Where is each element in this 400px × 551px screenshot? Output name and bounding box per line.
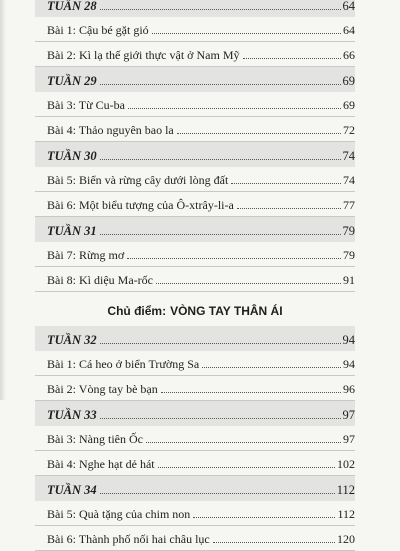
page-number: 91 <box>343 273 355 287</box>
lesson-label: Bài 8: Kì diệu Ma-rốc <box>47 273 153 287</box>
page-number: 112 <box>337 507 355 521</box>
page-number: 77 <box>343 198 355 212</box>
dot-leader <box>100 159 341 160</box>
lesson-label: Bài 4: Thảo nguyên bao la <box>47 123 174 137</box>
lesson-label: Bài 2: Kì lạ thế giới thực vật ở Nam Mỹ <box>47 48 240 62</box>
page-number: 102 <box>337 457 355 471</box>
toc-week-row <box>35 326 355 351</box>
dot-leader <box>100 343 341 344</box>
page-number: 66 <box>343 48 355 62</box>
page-gutter-shadow <box>0 0 6 400</box>
page-number: 97 <box>342 408 355 422</box>
toc-lesson-row <box>35 426 355 451</box>
dot-leader <box>100 493 335 494</box>
toc-lesson-row <box>35 526 355 551</box>
week-label: TUẦN 30 <box>47 149 97 163</box>
toc-lesson-row <box>35 167 355 192</box>
page-number: 120 <box>337 532 355 546</box>
lesson-label: Bài 6: Thành phố nối hai châu lục <box>47 532 210 546</box>
week-label: TUẦN 29 <box>47 74 97 88</box>
theme-heading-prefix: Chủ điểm: <box>107 304 167 318</box>
theme-heading-name: VÒNG TAY THÂN ÁI <box>170 304 283 318</box>
page-number: 69 <box>342 74 355 88</box>
lesson-label: Bài 2: Vòng tay bè bạn <box>47 382 158 396</box>
page-number: 64 <box>342 0 355 13</box>
dot-leader <box>100 418 341 419</box>
lesson-label: Bài 7: Rừng mơ <box>47 248 125 262</box>
toc-section-after-theme <box>35 326 355 551</box>
dot-leader <box>100 84 341 85</box>
lesson-label: Bài 5: Quà tặng của chim non <box>47 507 191 521</box>
page-number: 94 <box>343 357 355 371</box>
toc-week-row <box>35 0 355 17</box>
lesson-label: Bài 1: Cá heo ở biển Trường Sa <box>47 357 200 371</box>
toc-lesson-row <box>35 192 355 217</box>
page-number: 96 <box>343 382 355 396</box>
lesson-label: Bài 3: Từ Cu-ba <box>47 98 125 112</box>
dot-leader <box>202 367 341 368</box>
toc-section-before-theme <box>35 0 355 292</box>
week-label: TUẦN 33 <box>47 408 97 422</box>
toc-lesson-row <box>35 117 355 142</box>
toc-lesson-row <box>35 242 355 267</box>
page-number: 79 <box>342 224 355 238</box>
toc-lesson-row <box>35 351 355 376</box>
lesson-label: Bài 6: Một biểu tượng của Ô-xtrây-li-a <box>47 198 234 212</box>
dot-leader <box>237 208 341 209</box>
dot-leader <box>243 58 342 59</box>
toc-week-row <box>35 217 355 242</box>
toc-lesson-row <box>35 267 355 292</box>
dot-leader <box>231 183 341 184</box>
page-number: 64 <box>343 23 355 37</box>
week-label: TUẦN 28 <box>47 0 97 13</box>
lesson-label: Bài 3: Nàng tiên Ốc <box>47 432 143 446</box>
dot-leader <box>152 33 341 34</box>
dot-leader <box>193 517 335 518</box>
dot-leader <box>213 542 335 543</box>
toc-week-row <box>35 67 355 92</box>
dot-leader <box>156 283 341 284</box>
lesson-label: Bài 4: Nghe hạt dẻ hát <box>47 457 155 471</box>
toc-week-row <box>35 401 355 426</box>
page-number: 94 <box>342 333 355 347</box>
week-label: TUẦN 34 <box>47 483 97 497</box>
week-label: TUẦN 32 <box>47 333 97 347</box>
toc-week-row <box>35 142 355 167</box>
toc-lesson-row <box>35 376 355 401</box>
dot-leader <box>127 258 341 259</box>
page-number: 74 <box>343 173 355 187</box>
dot-leader <box>177 133 341 134</box>
page-number: 74 <box>342 149 355 163</box>
toc-lesson-row <box>35 42 355 67</box>
table-of-contents <box>35 0 355 551</box>
dot-leader <box>158 467 335 468</box>
week-label: TUẦN 31 <box>47 224 97 238</box>
page-number: 72 <box>343 123 355 137</box>
toc-lesson-row <box>35 17 355 42</box>
dot-leader <box>146 442 341 443</box>
dot-leader <box>100 9 341 10</box>
page-number: 79 <box>343 248 355 262</box>
page-number: 97 <box>343 432 355 446</box>
dot-leader <box>100 234 341 235</box>
theme-heading <box>35 292 355 326</box>
dot-leader <box>161 392 341 393</box>
toc-lesson-row <box>35 451 355 476</box>
page-number: 69 <box>343 98 355 112</box>
toc-week-row <box>35 476 355 501</box>
lesson-label: Bài 5: Biển và rừng cây dưới lòng đất <box>47 173 229 187</box>
toc-lesson-row <box>35 92 355 117</box>
lesson-label: Bài 1: Cậu bé gặt gió <box>47 23 149 37</box>
dot-leader <box>128 108 341 109</box>
toc-lesson-row <box>35 501 355 526</box>
page-number: 112 <box>336 483 355 497</box>
